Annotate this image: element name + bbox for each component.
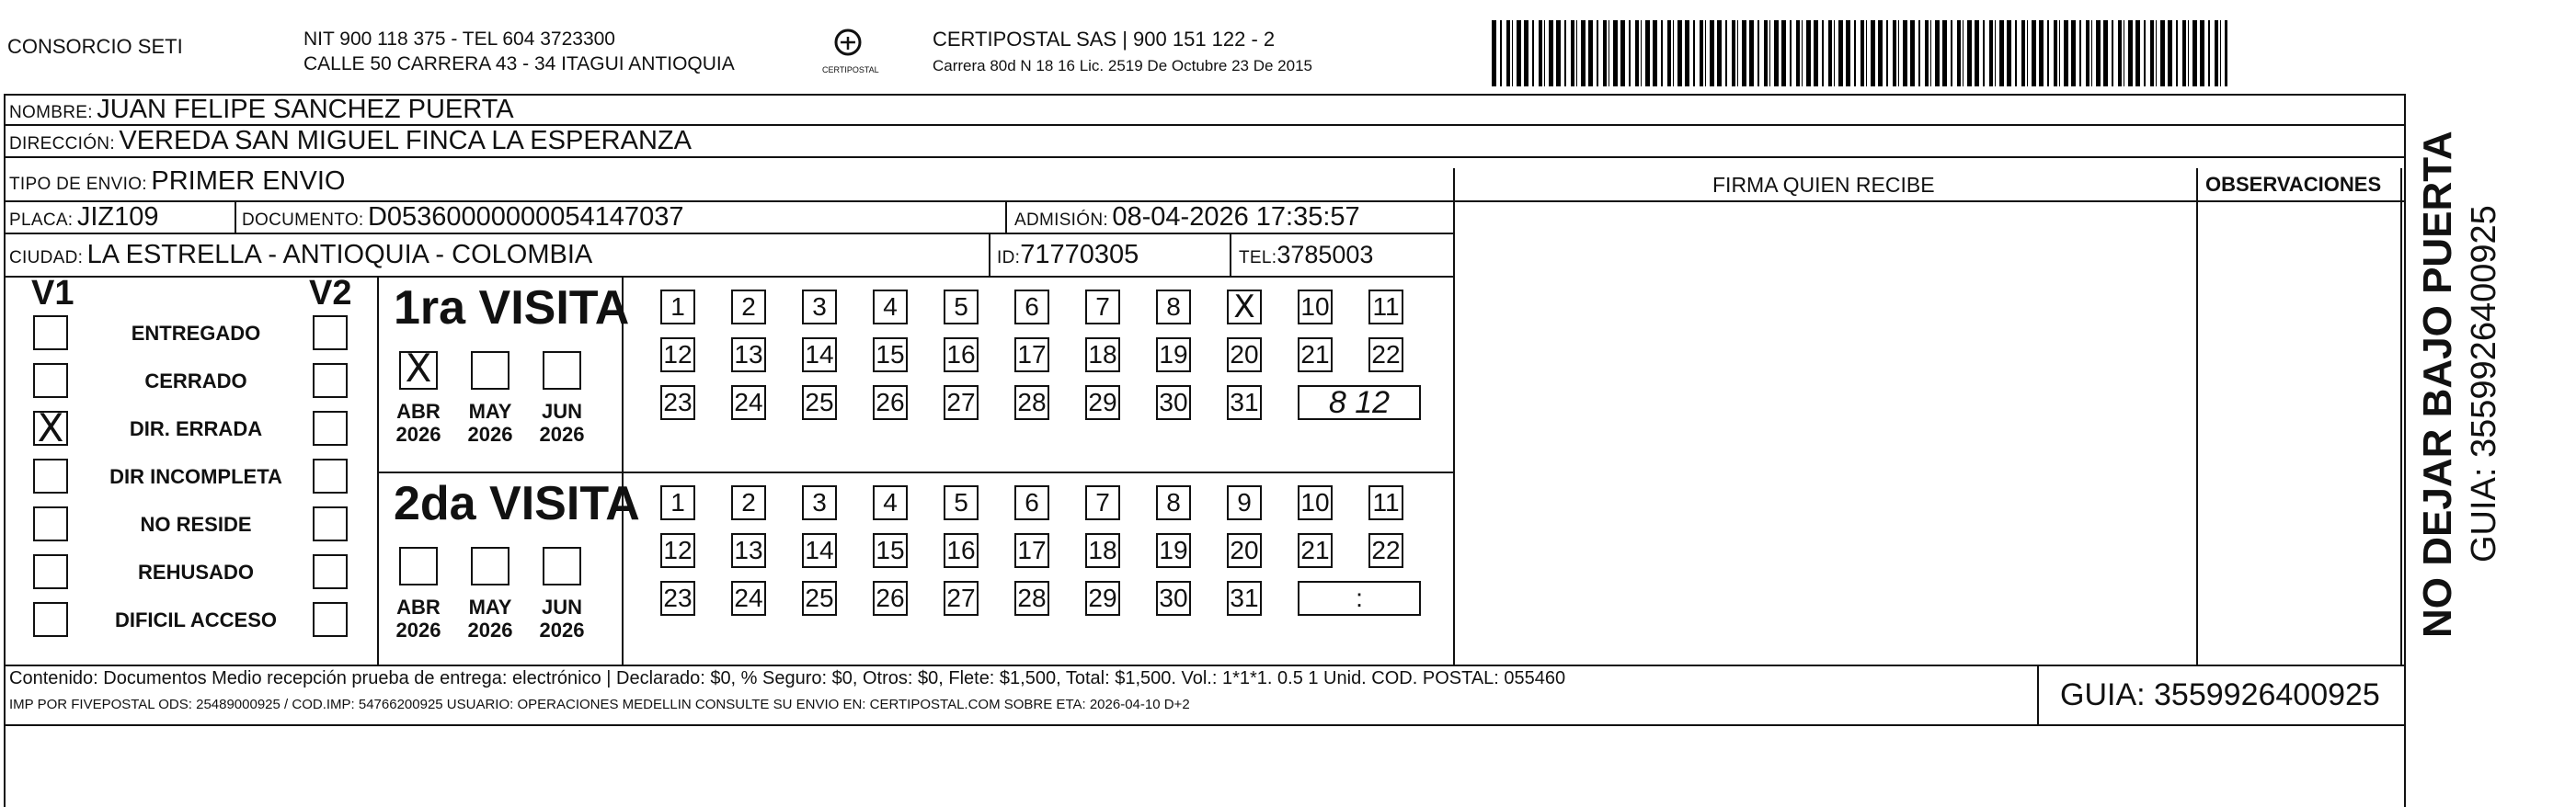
tel-label: TEL:: [1239, 248, 1277, 267]
status-option-label: DIFICIL ACCESO: [114, 608, 277, 631]
status-option-label: ENTREGADO: [131, 322, 261, 345]
day-box[interactable]: 24: [731, 385, 766, 420]
lower-strip: [4, 724, 2406, 807]
day-box[interactable]: 10: [1298, 485, 1333, 520]
v1-checkbox[interactable]: [33, 554, 68, 589]
day-box[interactable]: 29: [1085, 581, 1120, 616]
day-box[interactable]: 31: [1227, 385, 1262, 420]
day-box[interactable]: 11: [1368, 290, 1403, 324]
day-box[interactable]: 31: [1227, 581, 1262, 616]
address-label: DIRECCIÓN:: [9, 134, 115, 153]
day-box[interactable]: X: [1227, 290, 1262, 324]
day-box[interactable]: 15: [873, 337, 908, 372]
footer-guia: GUIA: 3559926400925: [2060, 677, 2380, 712]
v2-checkbox[interactable]: [313, 459, 348, 494]
day-box[interactable]: 22: [1368, 533, 1403, 568]
logo-caption: CERTIPOSTAL: [822, 65, 879, 74]
operator-address: Carrera 80d N 18 16 Lic. 2519 De Octubre 23 De 2015: [933, 57, 1312, 74]
day-box[interactable]: 26: [873, 385, 908, 420]
day-box[interactable]: 13: [731, 337, 766, 372]
day-box[interactable]: 28: [1014, 581, 1049, 616]
day-box[interactable]: 23: [660, 581, 695, 616]
day-box[interactable]: 5: [944, 290, 979, 324]
v1-checkbox[interactable]: X: [33, 411, 68, 446]
day-box[interactable]: 9: [1227, 485, 1262, 520]
month-label: [391, 400, 446, 446]
name-label: NOMBRE:: [9, 103, 93, 122]
document-value: D05360000000054147037: [367, 202, 684, 232]
shipment-type: PRIMER ENVIO: [151, 166, 346, 196]
month-checkbox[interactable]: [543, 351, 581, 390]
day-box[interactable]: 13: [731, 533, 766, 568]
day-box[interactable]: 5: [944, 485, 979, 520]
certipostal-logo: [822, 28, 879, 74]
observations-header: OBSERVACIONES: [2205, 173, 2382, 196]
city-label: CIUDAD:: [9, 248, 84, 267]
day-box[interactable]: 29: [1085, 385, 1120, 420]
v1-checkbox[interactable]: [33, 315, 68, 350]
company-name: CONSORCIO SETI: [7, 35, 183, 58]
month-name: ABR: [396, 596, 441, 619]
day-box[interactable]: 20: [1227, 337, 1262, 372]
month-label: [463, 596, 518, 642]
observations-area[interactable]: [2198, 202, 2400, 665]
tel-row: [1239, 241, 1373, 273]
tel-value: 3785003: [1277, 241, 1374, 268]
v1-label: V1: [31, 274, 74, 313]
v1-checkbox[interactable]: [33, 363, 68, 398]
signature-area[interactable]: [1455, 202, 2196, 665]
day-box[interactable]: 28: [1014, 385, 1049, 420]
day-box[interactable]: 16: [944, 337, 979, 372]
address-line: CALLE 50 CARRERA 43 - 34 ITAGUI ANTIOQUIA: [303, 53, 735, 74]
day-box[interactable]: 19: [1156, 533, 1191, 568]
month-checkbox[interactable]: [471, 547, 509, 585]
city-row: [9, 241, 592, 273]
month-checkbox[interactable]: [399, 547, 438, 585]
day-box[interactable]: 8: [1156, 290, 1191, 324]
month-name: MAY: [468, 596, 512, 619]
plate-value: JIZ109: [76, 202, 159, 232]
month-label: [463, 400, 518, 446]
day-box[interactable]: 26: [873, 581, 908, 616]
name-row: [9, 96, 514, 128]
day-box[interactable]: 1: [660, 290, 695, 324]
month-label: [534, 400, 590, 446]
month-year: 2026: [539, 423, 585, 446]
day-box[interactable]: 12: [660, 533, 695, 568]
imp-line: IMP POR FIVEPOSTAL ODS: 25489000925 / COD.IMP: 54766200925 USUARIO: OPERACIONES MEDELLIN CONSULTE SU ENVIO EN: CERTIPOSTAL.COM SOBRE ETA: 2026-04-10 D+2: [9, 697, 1190, 712]
recipient-address: VEREDA SAN MIGUEL FINCA LA ESPERANZA: [119, 126, 692, 155]
status-option-label: CERRADO: [144, 369, 247, 392]
day-box[interactable]: 21: [1298, 533, 1333, 568]
status-option-label: NO RESIDE: [140, 513, 252, 536]
document-row: [242, 203, 683, 235]
day-box[interactable]: 3: [802, 290, 837, 324]
address-row: [9, 127, 692, 159]
month-checkbox[interactable]: [543, 547, 581, 585]
day-box[interactable]: 18: [1085, 337, 1120, 372]
month-name: JUN: [541, 400, 582, 423]
month-name: JUN: [541, 596, 582, 619]
day-box[interactable]: 10: [1298, 290, 1333, 324]
admission-row: [1014, 203, 1360, 235]
type-label: TIPO DE ENVIO:: [9, 175, 147, 194]
day-box[interactable]: 16: [944, 533, 979, 568]
day-box[interactable]: 1: [660, 485, 695, 520]
v2-checkbox[interactable]: [313, 315, 348, 350]
type-row: [9, 167, 345, 199]
v1-checkbox[interactable]: [33, 506, 68, 541]
day-box[interactable]: 27: [944, 385, 979, 420]
side-guia: GUIA: 3559926400925: [2465, 205, 2503, 563]
id-row: [997, 241, 1139, 273]
city-value: LA ESTRELLA - ANTIOQUIA - COLOMBIA: [86, 240, 593, 269]
day-box[interactable]: 4: [873, 485, 908, 520]
day-box[interactable]: 30: [1156, 385, 1191, 420]
time-box[interactable]: :: [1298, 581, 1421, 616]
day-box[interactable]: 17: [1014, 337, 1049, 372]
day-box[interactable]: 3: [802, 485, 837, 520]
month-year: 2026: [467, 423, 513, 446]
day-box[interactable]: 23: [660, 385, 695, 420]
plate-row: [9, 203, 159, 235]
v2-checkbox[interactable]: [313, 506, 348, 541]
v2-checkbox[interactable]: [313, 363, 348, 398]
recipient-name: JUAN FELIPE SANCHEZ PUERTA: [97, 95, 514, 124]
day-box[interactable]: 4: [873, 290, 908, 324]
month-checkbox[interactable]: X: [399, 351, 438, 390]
month-label: [391, 596, 446, 642]
day-box[interactable]: 14: [802, 533, 837, 568]
admission-value: 08-04-2026 17:35:57: [1112, 202, 1360, 232]
day-box[interactable]: 18: [1085, 533, 1120, 568]
month-name: ABR: [396, 400, 441, 423]
day-box[interactable]: 7: [1085, 485, 1120, 520]
status-option-label: DIR INCOMPLETA: [109, 465, 282, 488]
operator-line: CERTIPOSTAL SAS | 900 151 122 - 2: [933, 28, 1276, 51]
month-name: MAY: [468, 400, 512, 423]
day-box[interactable]: 2: [731, 290, 766, 324]
v1-checkbox[interactable]: [33, 459, 68, 494]
day-box[interactable]: 17: [1014, 533, 1049, 568]
day-box[interactable]: 15: [873, 533, 908, 568]
day-box[interactable]: 14: [802, 337, 837, 372]
status-option-label: REHUSADO: [138, 561, 254, 584]
day-box[interactable]: 19: [1156, 337, 1191, 372]
day-box[interactable]: 24: [731, 581, 766, 616]
day-box[interactable]: 6: [1014, 290, 1049, 324]
barcode: [1492, 20, 2227, 86]
month-year: 2026: [395, 619, 441, 642]
day-box[interactable]: 22: [1368, 337, 1403, 372]
day-box[interactable]: 25: [802, 385, 837, 420]
id-label: ID:: [997, 248, 1021, 267]
document-label: DOCUMENTO:: [242, 210, 364, 230]
v2-checkbox[interactable]: [313, 602, 348, 637]
day-box[interactable]: 12: [660, 337, 695, 372]
visit2-title: 2da VISITA: [394, 477, 640, 530]
visit1-title: 1ra VISITA: [394, 281, 630, 335]
id-value: 71770305: [1020, 240, 1139, 269]
month-label: [534, 596, 590, 642]
signature-header: FIRMA QUIEN RECIBE: [1712, 173, 1935, 197]
day-box[interactable]: 2: [731, 485, 766, 520]
nit-line: NIT 900 118 375 - TEL 604 3723300: [303, 28, 615, 50]
day-box[interactable]: 20: [1227, 533, 1262, 568]
day-box[interactable]: 11: [1368, 485, 1403, 520]
day-box[interactable]: 25: [802, 581, 837, 616]
month-year: 2026: [467, 619, 513, 642]
month-checkbox[interactable]: [471, 351, 509, 390]
day-box[interactable]: 8: [1156, 485, 1191, 520]
day-box[interactable]: 30: [1156, 581, 1191, 616]
month-year: 2026: [395, 423, 441, 446]
v1-checkbox[interactable]: [33, 602, 68, 637]
admission-label: ADMISIÓN:: [1014, 210, 1108, 230]
plate-label: PLACA:: [9, 210, 74, 230]
day-box[interactable]: 6: [1014, 485, 1049, 520]
v2-checkbox[interactable]: [313, 411, 348, 446]
side-warning: NO DEJAR BAJO PUERTA: [2415, 131, 2460, 638]
time-box[interactable]: 8 12: [1298, 385, 1421, 420]
v2-checkbox[interactable]: [313, 554, 348, 589]
content-line: Contenido: Documentos Medio recepción prueba de entrega: electrónico | Declarado: $0, % Seguro: $0, Otros: $0, Flete: $1,500, Total: $1,500. Vol.: 1*1*1. 0.5 1 Unid. COD. POSTAL: 055460: [9, 668, 1566, 688]
status-option-label: DIR. ERRADA: [129, 417, 263, 440]
day-box[interactable]: 21: [1298, 337, 1333, 372]
day-box[interactable]: 7: [1085, 290, 1120, 324]
day-box[interactable]: 27: [944, 581, 979, 616]
v2-label: V2: [309, 274, 352, 313]
month-year: 2026: [539, 619, 585, 642]
